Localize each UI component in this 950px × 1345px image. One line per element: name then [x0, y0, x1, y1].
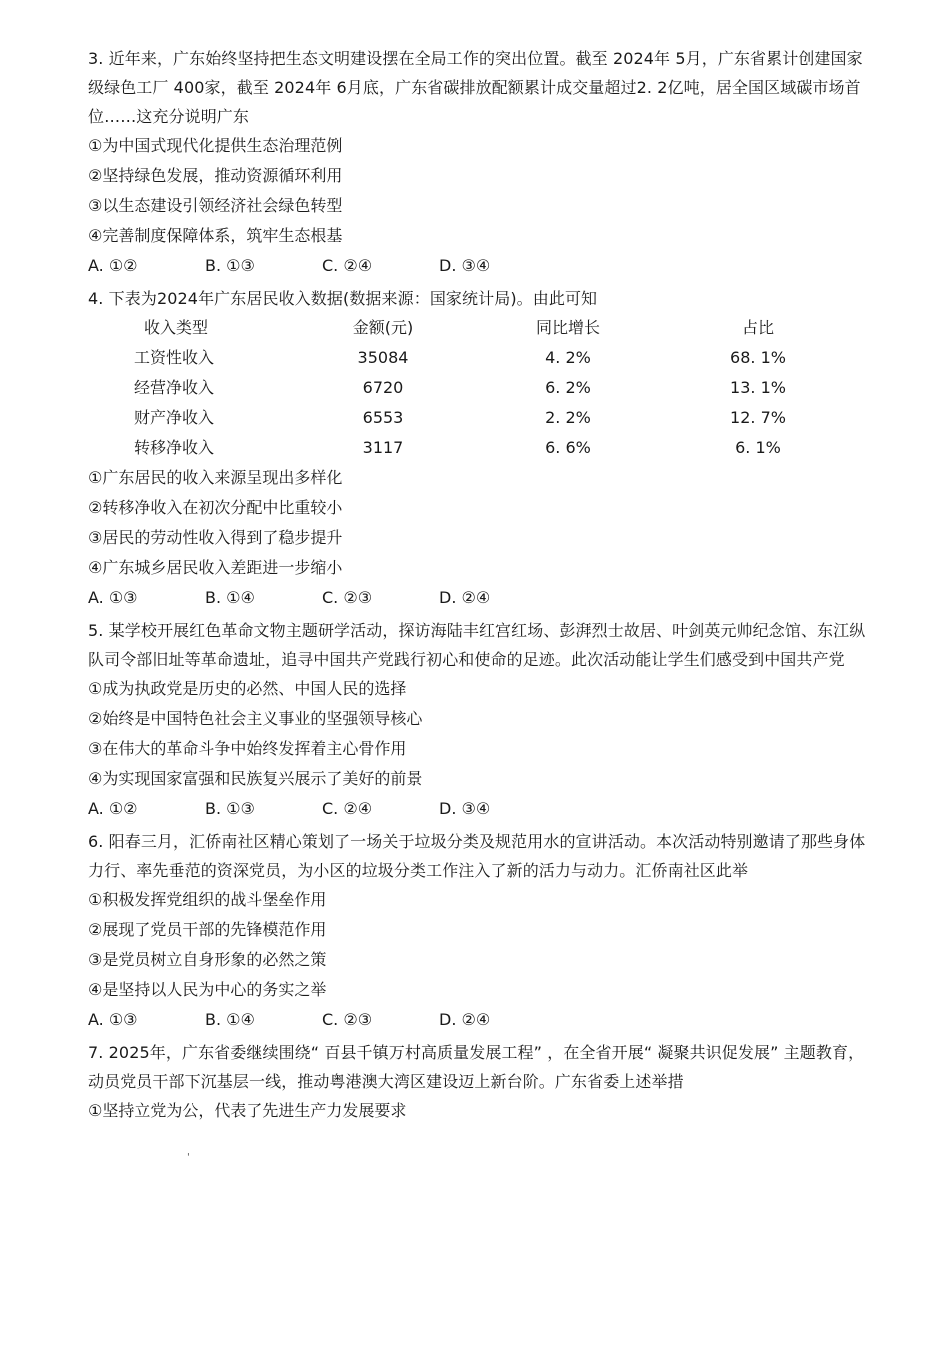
table-cell: 财产净收入 — [134, 408, 215, 427]
option-3: ③以生态建设引领经济社会绿色转型 — [88, 196, 343, 215]
table-header: 金额(元) — [352, 318, 414, 337]
option-1: ①坚持立党为公，代表了先进生产力发展要求 — [88, 1101, 407, 1120]
question-4 — [88, 284, 878, 612]
choice-a: A. ①② — [88, 799, 138, 818]
table-row — [88, 433, 878, 463]
question-5 — [88, 616, 878, 823]
table-cell: 经营净收入 — [134, 378, 215, 397]
option-4: ④完善制度保障体系，筑牢生态根基 — [88, 226, 343, 245]
option-1: ①广东居民的收入来源呈现出多样化 — [88, 468, 343, 487]
choice-c: C. ②④ — [322, 256, 373, 275]
choice-c: C. ②④ — [322, 799, 373, 818]
table-cell: 4. 2% — [545, 348, 591, 367]
option-2: ②转移净收入在初次分配中比重较小 — [88, 498, 343, 517]
option-1: ①为中国式现代化提供生态治理范例 — [88, 136, 343, 155]
question-stem: 5. 某学校开展红色革命文物主题研学活动，探访海陆丰红宫红场、彭湃烈士故居、叶剑英元帅纪念馆、东江纵队司令部旧址等革命遗址，追寻中国共产党践行初心和使命的足迹。此次活动能让学生们感受到中国共产党 — [88, 621, 866, 669]
choice-d: D. ③④ — [439, 256, 491, 275]
table-cell: 35084 — [357, 348, 409, 367]
table-cell: 2. 2% — [545, 408, 591, 427]
question-stem: 4. 下表为2024年广东居民收入数据(数据来源：国家统计局)。由此可知 — [88, 289, 598, 308]
table-cell: 13. 1% — [730, 378, 786, 397]
choice-b: B. ①④ — [205, 588, 255, 607]
table-row — [88, 403, 878, 433]
table-header-row — [88, 313, 878, 343]
option-4: ④广东城乡居民收入差距进一步缩小 — [88, 558, 343, 577]
option-3: ③在伟大的革命斗争中始终发挥着主心骨作用 — [88, 739, 407, 758]
table-header: 收入类型 — [144, 318, 209, 337]
income-table — [88, 313, 878, 463]
choice-c: C. ②③ — [322, 1010, 373, 1029]
choice-d: D. ③④ — [439, 799, 491, 818]
option-3: ③是党员树立自身形象的必然之策 — [88, 950, 327, 969]
table-cell: 68. 1% — [730, 348, 786, 367]
choice-b: B. ①④ — [205, 1010, 255, 1029]
option-2: ②始终是中国特色社会主义事业的坚强领导核心 — [88, 709, 423, 728]
option-4: ④是坚持以人民为中心的务实之举 — [88, 980, 327, 999]
choice-b: B. ①③ — [205, 799, 255, 818]
question-stem: 6. 阳春三月，汇侨南社区精心策划了一场关于垃圾分类及规范用水的宣讲活动。本次活动特别邀请了那些身体力行、率先垂范的资深党员，为小区的垃圾分类工作注入了新的活力与动力。汇侨南社区此举 — [88, 832, 866, 880]
choice-c: C. ②③ — [322, 588, 373, 607]
option-3: ③居民的劳动性收入得到了稳步提升 — [88, 528, 343, 547]
table-cell: 工资性收入 — [134, 348, 215, 367]
choice-a: A. ①③ — [88, 1010, 138, 1029]
table-cell: 6720 — [362, 378, 404, 397]
table-cell: 6. 1% — [735, 438, 781, 457]
answer-choices — [88, 794, 878, 823]
question-6 — [88, 827, 878, 1034]
table-row — [88, 373, 878, 403]
question-stem: 7. 2025年，广东省委继续围绕“ 百县千镇万村高质量发展工程” ，在全省开展“ 凝聚共识促发展” 主题教育，动员党员干部下沉基层一线，推动粤港澳大湾区建设迈上新台阶。广东省委上述举措 — [88, 1043, 865, 1091]
table-cell: 转移净收入 — [134, 438, 215, 457]
table-cell: 6. 6% — [545, 438, 591, 457]
option-4: ④为实现国家富强和民族复兴展示了美好的前景 — [88, 769, 423, 788]
option-1: ①成为执政党是历史的必然、中国人民的选择 — [88, 679, 407, 698]
choice-d: D. ②④ — [439, 1010, 491, 1029]
table-cell: 6. 2% — [545, 378, 591, 397]
answer-choices — [88, 583, 878, 612]
stray-mark: ' — [187, 1152, 190, 1163]
choice-a: A. ①③ — [88, 588, 138, 607]
question-stem: 3. 近年来，广东始终坚持把生态文明建设摆在全局工作的突出位置。截至 2024年 5月，广东省累计创建国家级绿色工厂 400家，截至 2024年 6月底，广东省碳排放配额累计成交量超过2. 2亿吨，居全国区域碳市场首位……这充分说明广东 — [88, 49, 863, 126]
choice-d: D. ②④ — [439, 588, 491, 607]
exam-page — [88, 44, 878, 1126]
table-cell: 12. 7% — [730, 408, 786, 427]
option-2: ②坚持绿色发展，推动资源循环利用 — [88, 166, 343, 185]
option-1: ①积极发挥党组织的战斗堡垒作用 — [88, 890, 327, 909]
choice-a: A. ①② — [88, 256, 138, 275]
table-row — [88, 343, 878, 373]
choice-b: B. ①③ — [205, 256, 255, 275]
question-7 — [88, 1038, 878, 1126]
answer-choices — [88, 251, 878, 280]
table-header: 占比 — [741, 318, 774, 337]
table-cell: 3117 — [362, 438, 404, 457]
answer-choices — [88, 1005, 878, 1034]
table-header: 同比增长 — [535, 318, 600, 337]
option-2: ②展现了党员干部的先锋模范作用 — [88, 920, 327, 939]
question-3 — [88, 44, 878, 280]
table-cell: 6553 — [362, 408, 404, 427]
